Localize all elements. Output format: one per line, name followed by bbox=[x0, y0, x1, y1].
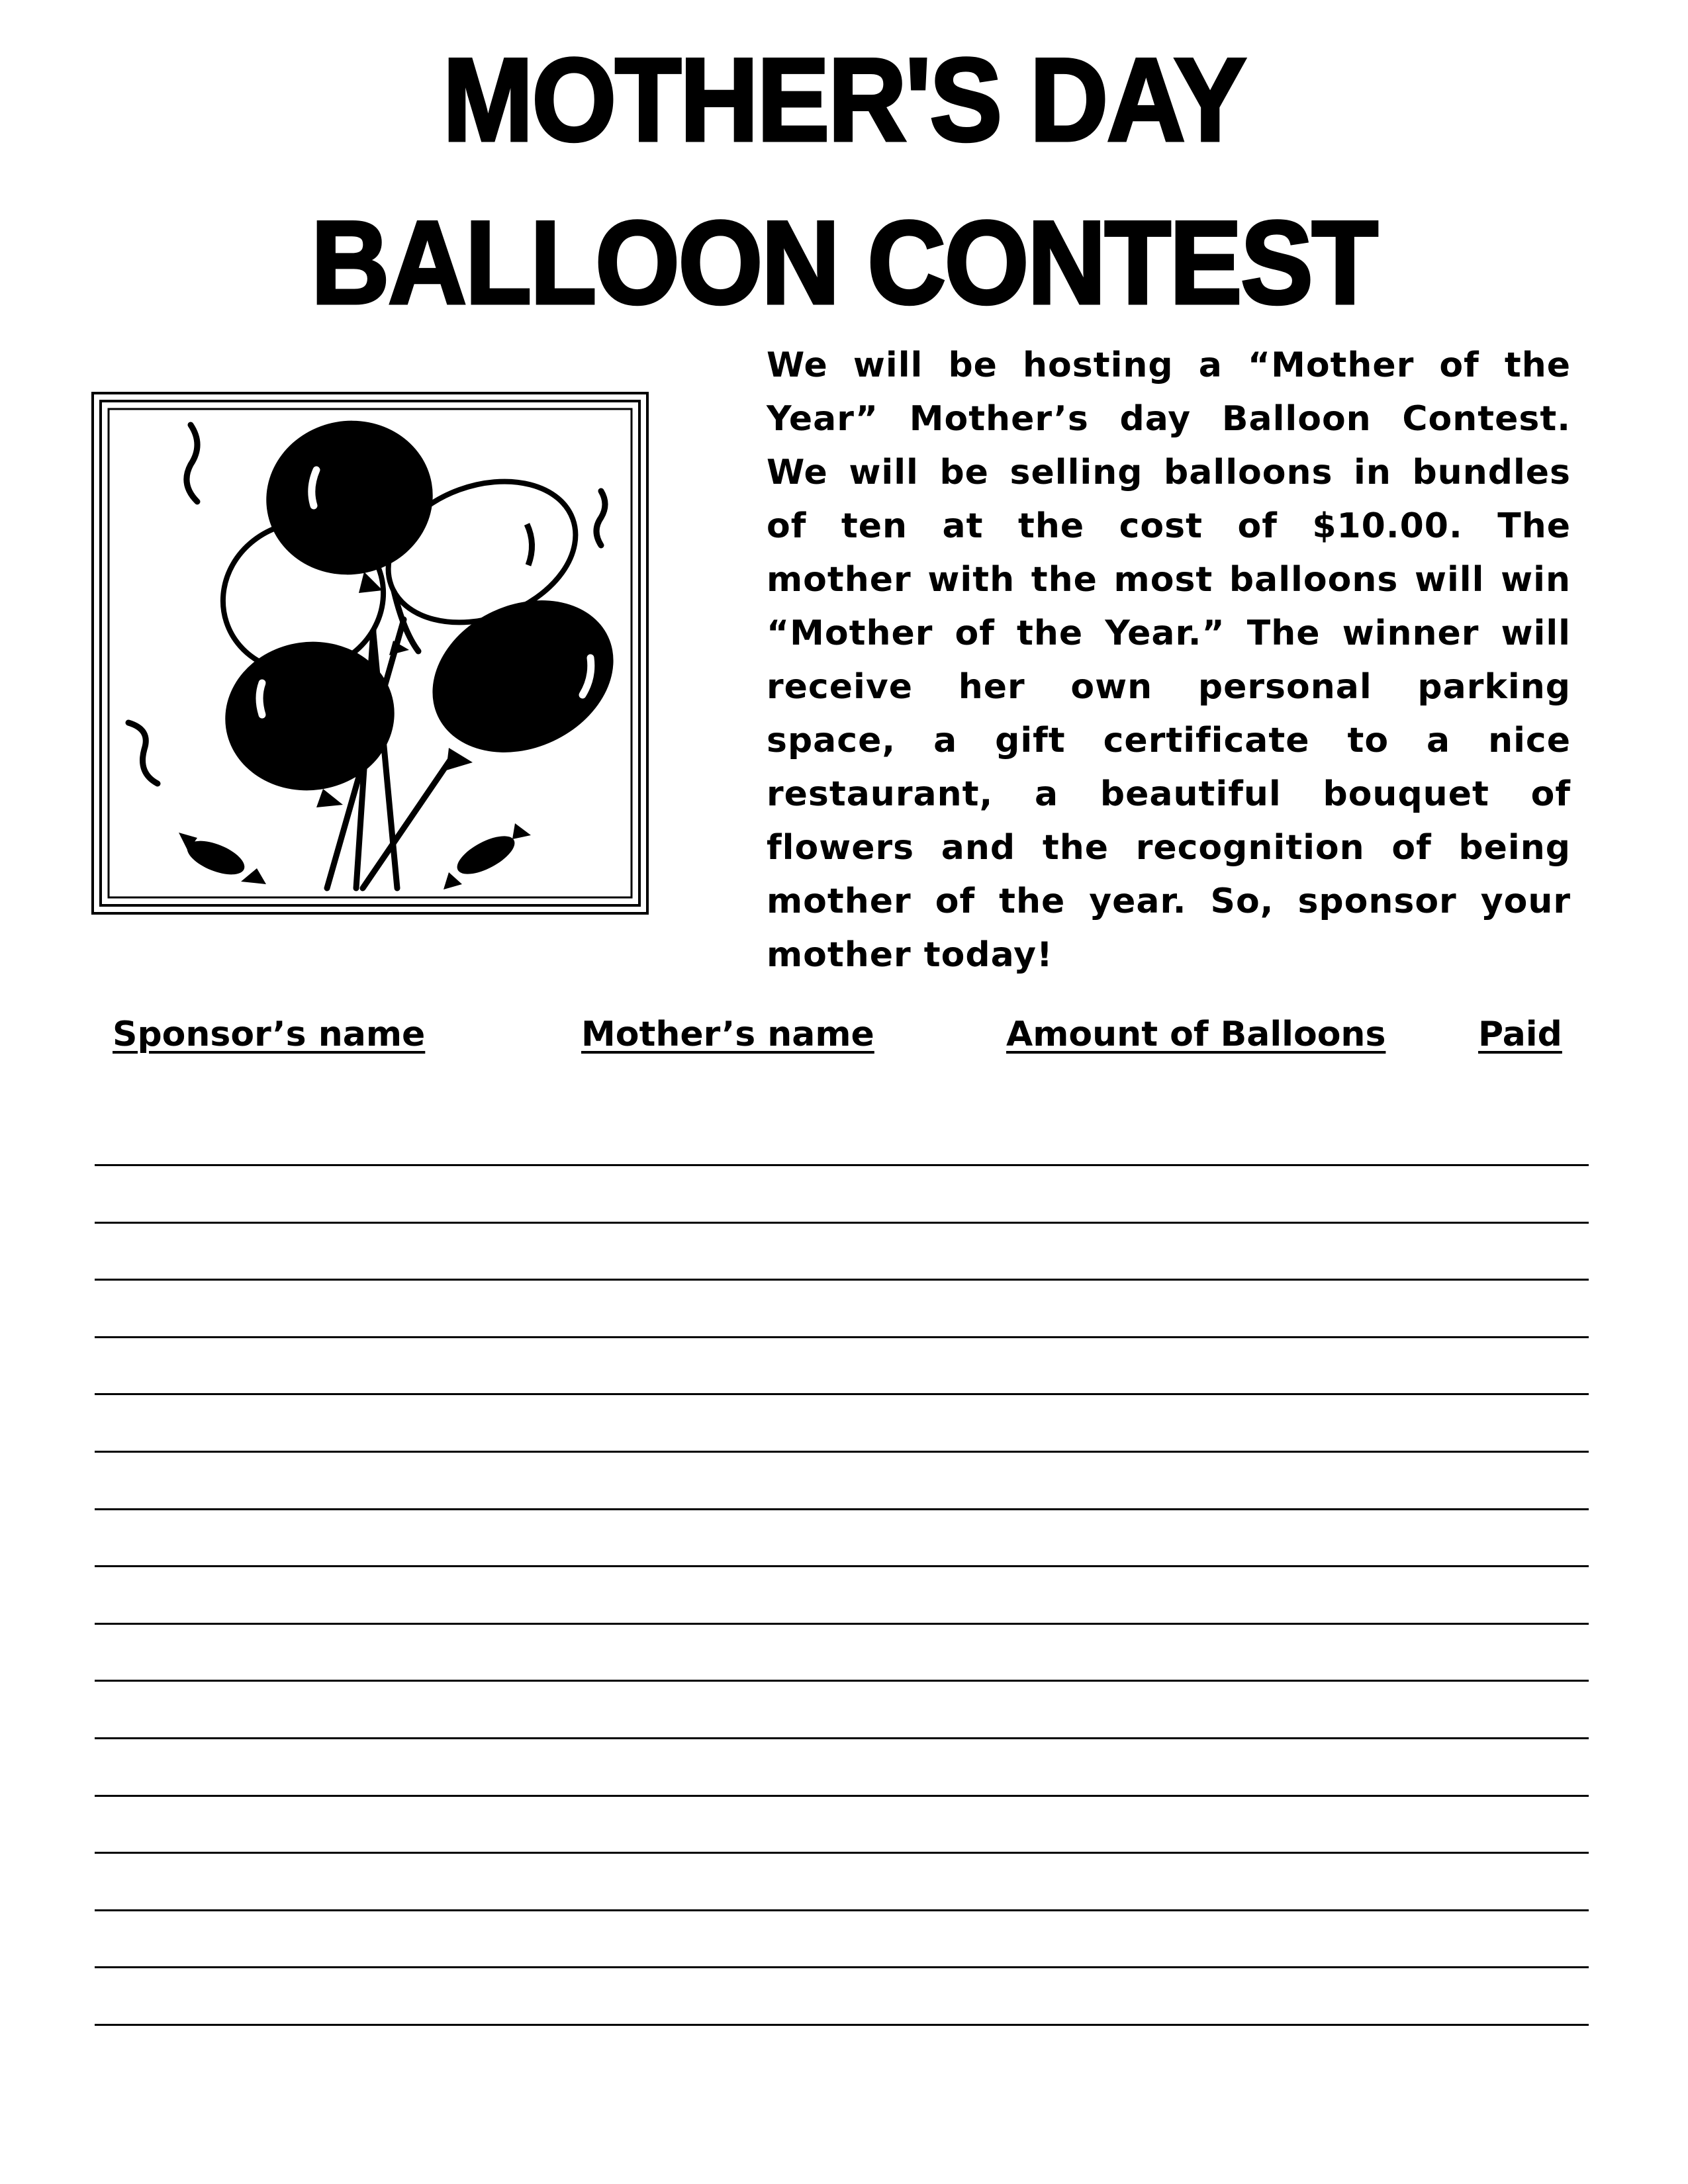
entry-line[interactable] bbox=[95, 1795, 1589, 1797]
page-title-line-2: BALLOON CONTEST bbox=[311, 197, 1377, 328]
entry-line[interactable] bbox=[95, 1909, 1589, 1911]
header-paid: Paid bbox=[1478, 1015, 1562, 1054]
entry-line[interactable] bbox=[95, 1737, 1589, 1739]
entry-line[interactable] bbox=[95, 1623, 1589, 1625]
contest-description: We will be hosting a “Mother of the Year” Mother’s day Balloon Contest. We will be selling balloons in bundles of ten at the cost of $10.00. The mother with the most balloons will win “Mother of the Year.” The winner will receive her own personal parking space, a gift certificate to a nice restaurant, a beautiful bouquet of flowers and the recognition of being mother of the year. So, sponsor your mother today! bbox=[767, 345, 1571, 975]
entry-line[interactable] bbox=[95, 1393, 1589, 1395]
balloons-bouquet-icon bbox=[91, 392, 649, 915]
entry-line[interactable] bbox=[95, 1164, 1589, 1166]
entry-line[interactable] bbox=[95, 1508, 1589, 1510]
entry-line[interactable] bbox=[95, 2024, 1589, 2026]
entry-line[interactable] bbox=[95, 1451, 1589, 1453]
entry-line[interactable] bbox=[95, 1336, 1589, 1338]
entry-line[interactable] bbox=[95, 1222, 1589, 1224]
entry-line[interactable] bbox=[95, 1852, 1589, 1854]
entry-line[interactable] bbox=[95, 1565, 1589, 1567]
entry-line[interactable] bbox=[95, 1680, 1589, 1682]
header-mother-name: Mother’s name bbox=[581, 1015, 874, 1054]
entry-line[interactable] bbox=[95, 1279, 1589, 1281]
header-sponsor-name: Sponsor’s name bbox=[113, 1015, 426, 1054]
page-title-line-1: MOTHER'S DAY bbox=[443, 34, 1245, 165]
entry-line[interactable] bbox=[95, 1966, 1589, 1968]
header-amount-of-balloons: Amount of Balloons bbox=[1006, 1015, 1386, 1054]
